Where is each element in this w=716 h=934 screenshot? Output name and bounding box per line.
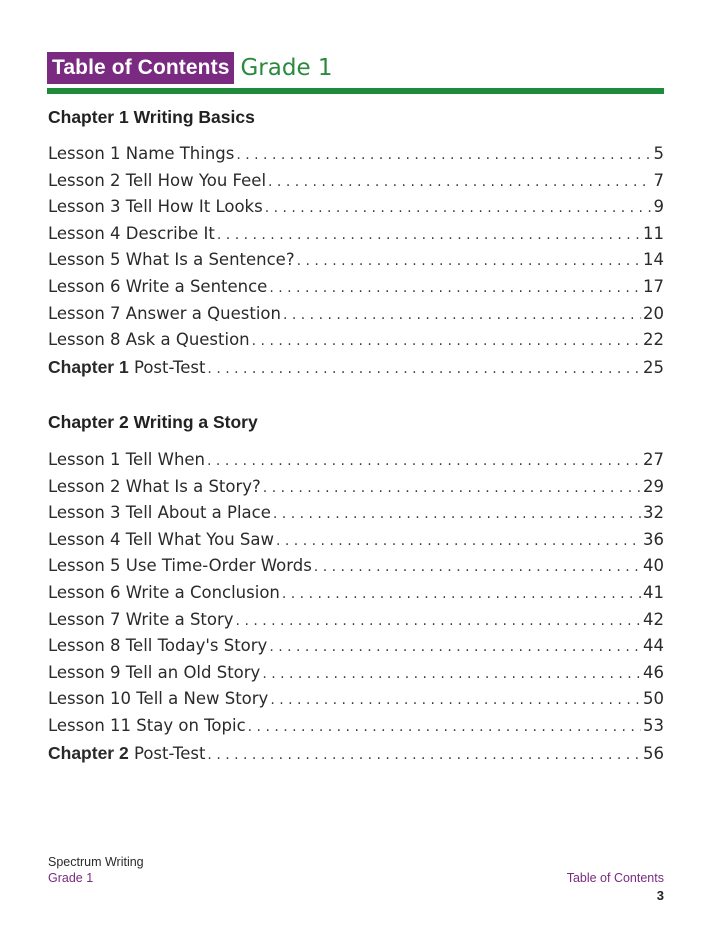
toc-list-chapter-2	[48, 450, 664, 769]
dot-leader	[265, 200, 652, 216]
toc-entry-page-number: 44	[643, 636, 664, 656]
toc-entry-page-number: 40	[643, 556, 664, 576]
toc-entry-page-number: 56	[643, 743, 664, 763]
toc-entry-title: Lesson 9 Tell an Old Story	[48, 662, 261, 682]
toc-entry	[48, 610, 664, 637]
toc-entry-page-number: 14	[643, 250, 664, 270]
toc-entry	[48, 277, 664, 304]
toc-entry	[48, 556, 664, 583]
dot-leader	[268, 174, 651, 190]
toc-entry-page-number: 20	[643, 303, 664, 323]
toc-entry	[48, 197, 664, 224]
toc-entry	[48, 250, 664, 277]
toc-entry-title: Lesson 8 Tell Today's Story	[48, 636, 268, 656]
toc-entry-title: Lesson 10 Tell a New Story	[48, 689, 269, 709]
toc-entry-page-number: 42	[643, 609, 664, 629]
toc-entry	[48, 477, 664, 504]
dot-leader	[297, 253, 641, 269]
toc-entry-page-number: 46	[643, 662, 664, 682]
toc-entry-title-rest: Post-Test	[128, 357, 206, 377]
toc-entry	[48, 144, 664, 171]
toc-entry-title: Lesson 5 What Is a Sentence?	[48, 250, 295, 270]
page-header	[47, 52, 333, 84]
toc-entry	[48, 330, 664, 357]
toc-entry-title: Lesson 4 Tell What You Saw	[48, 529, 274, 549]
toc-entry-page-number: 11	[643, 223, 664, 243]
dot-leader	[283, 307, 641, 323]
toc-entry-title: Lesson 7 Write a Story	[48, 609, 234, 629]
dot-leader	[270, 692, 641, 708]
toc-list-chapter-1	[48, 144, 664, 383]
dot-leader	[276, 533, 641, 549]
toc-entry-page-number: 7	[653, 170, 664, 190]
toc-entry-page-number: 27	[643, 450, 664, 469]
toc-entry	[48, 304, 664, 331]
toc-entry-title: Lesson 3 Tell About a Place	[48, 503, 271, 523]
dot-leader	[248, 719, 641, 735]
toc-entry-title	[48, 743, 205, 764]
toc-entry	[48, 716, 664, 743]
grade-label: Grade 1	[240, 55, 333, 81]
toc-entry	[48, 503, 664, 530]
toc-entry-page-number: 53	[643, 715, 664, 735]
chapter-heading: Chapter 2 Writing a Story	[48, 412, 258, 432]
dot-leader	[262, 666, 641, 682]
toc-entry	[48, 583, 664, 610]
toc-entry-page-number: 36	[643, 529, 664, 549]
toc-entry	[48, 224, 664, 251]
toc-entry-page-number: 17	[643, 276, 664, 296]
toc-entry-page-number: 50	[643, 689, 664, 709]
toc-entry-title: Lesson 1 Tell When	[48, 450, 206, 469]
toc-entry-title: Lesson 8 Ask a Question	[48, 330, 250, 350]
footer-grade: Grade 1	[48, 871, 94, 885]
dot-leader	[217, 227, 641, 243]
chapter-heading: Chapter 1 Writing Basics	[48, 107, 255, 127]
dot-leader	[252, 333, 641, 349]
toc-entry	[48, 663, 664, 690]
footer-section: Table of Contents	[566, 871, 664, 885]
dot-leader	[269, 639, 641, 655]
toc-entry-page-number: 29	[643, 476, 664, 496]
toc-entry-title: Lesson 3 Tell How It Looks	[48, 197, 263, 217]
toc-entry-title	[48, 357, 205, 378]
toc-entry-page-number: 32	[643, 503, 664, 523]
toc-entry-title-rest: Post-Test	[128, 743, 206, 763]
page-number: 3	[656, 888, 664, 903]
toc-entry-page-number: 22	[643, 330, 664, 350]
toc-entry-title: Lesson 6 Write a Sentence	[48, 276, 268, 296]
toc-entry-page-number: 5	[653, 144, 664, 163]
toc-entry	[48, 743, 664, 770]
toc-entry-chapter-label: Chapter 1	[48, 356, 129, 377]
header-divider	[47, 88, 664, 94]
toc-entry-title: Lesson 5 Use Time-Order Words	[48, 556, 312, 576]
dot-leader	[263, 480, 641, 496]
dot-leader	[207, 453, 641, 469]
dot-leader	[314, 559, 641, 575]
toc-entry-title: Lesson 7 Answer a Question	[48, 303, 281, 323]
toc-title-badge: Table of Contents	[47, 52, 234, 84]
toc-entry-page-number: 25	[643, 357, 664, 377]
toc-entry	[48, 689, 664, 716]
toc-entry	[48, 636, 664, 663]
toc-entry-title: Lesson 1 Name Things	[48, 144, 235, 163]
toc-entry-title: Lesson 11 Stay on Topic	[48, 715, 246, 735]
toc-entry-page-number: 9	[653, 197, 664, 217]
toc-entry-title: Lesson 2 What Is a Story?	[48, 476, 261, 496]
toc-entry	[48, 450, 664, 477]
toc-entry-title: Lesson 6 Write a Conclusion	[48, 582, 280, 602]
dot-leader	[207, 747, 641, 763]
dot-leader	[269, 280, 641, 296]
dot-leader	[236, 147, 651, 163]
toc-entry-title: Lesson 2 Tell How You Feel	[48, 170, 267, 190]
toc-entry-chapter-label: Chapter 2	[48, 742, 129, 763]
dot-leader	[236, 613, 641, 629]
dot-leader	[282, 586, 641, 602]
toc-entry	[48, 530, 664, 557]
toc-entry-title: Lesson 4 Describe It	[48, 223, 215, 243]
dot-leader	[273, 506, 641, 522]
dot-leader	[207, 361, 641, 377]
toc-entry	[48, 357, 664, 384]
toc-entry-page-number: 41	[643, 582, 664, 602]
toc-entry	[48, 171, 664, 198]
footer-series: Spectrum Writing	[48, 855, 144, 869]
